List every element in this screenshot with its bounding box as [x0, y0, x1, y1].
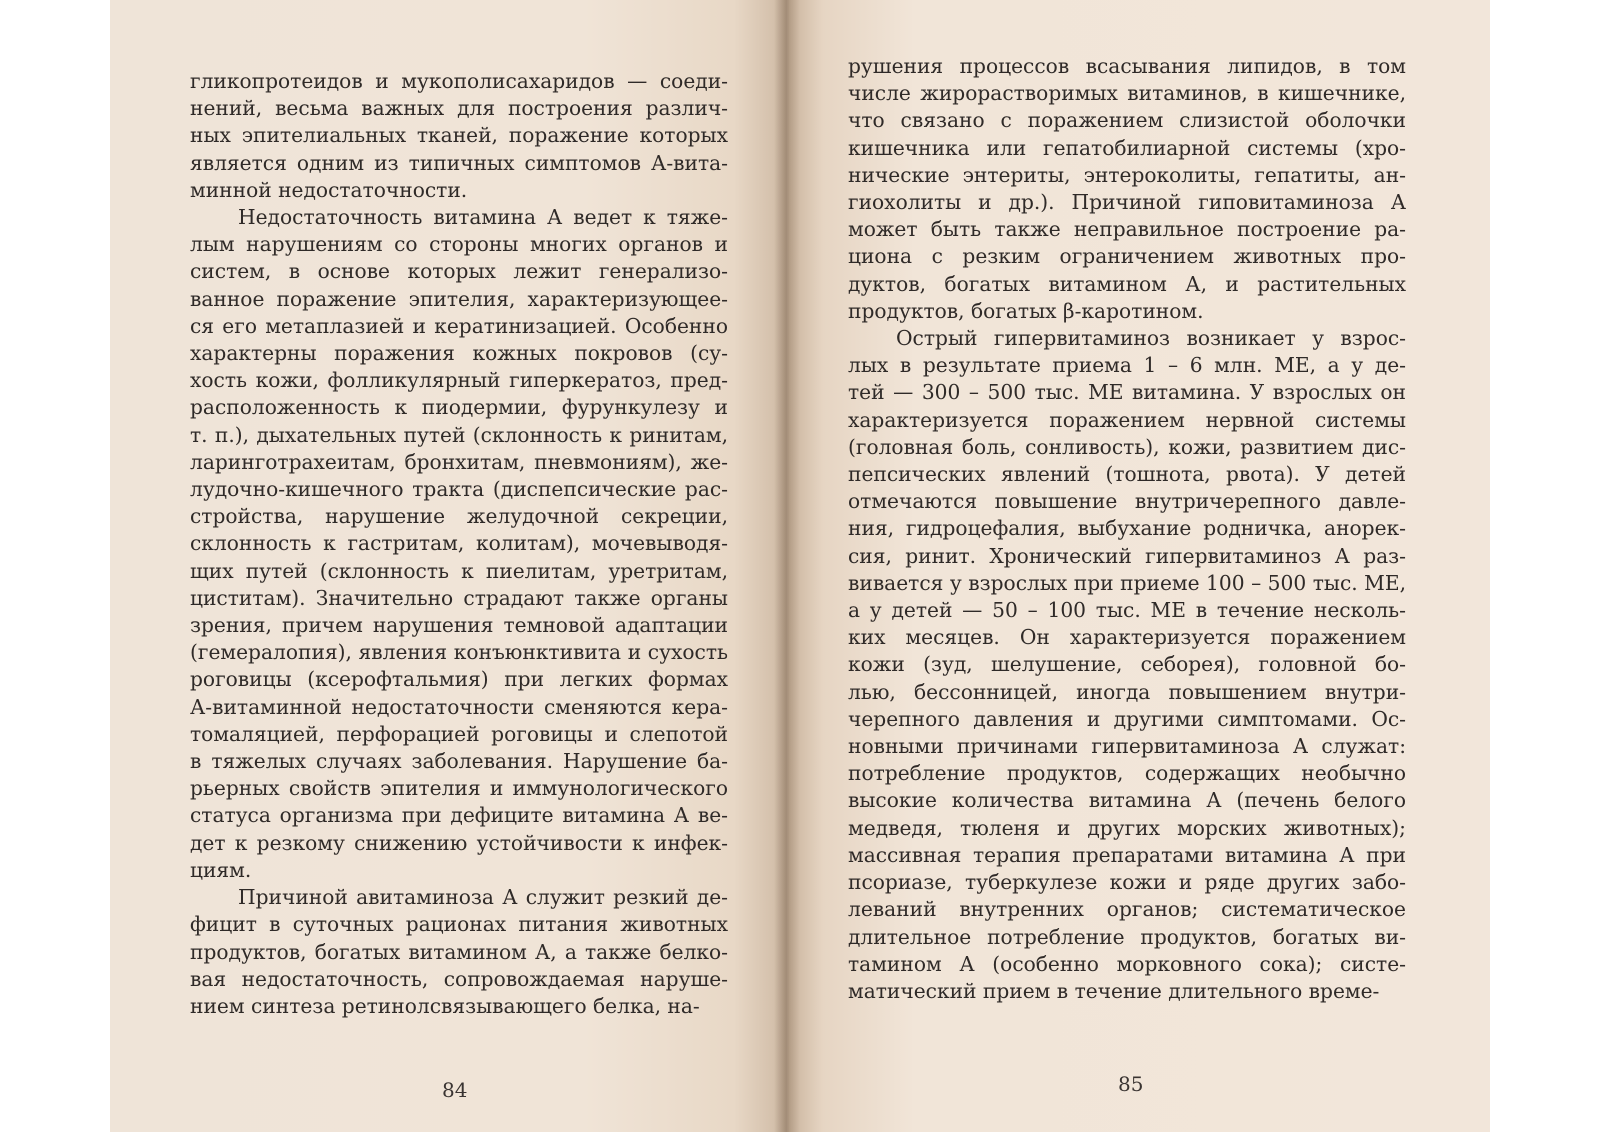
paragraph [848, 53, 1406, 325]
text-line: медведя, тюленя и других морских животных); [848, 815, 1406, 840]
right-page [788, 0, 1490, 1132]
text-line: в тяжелых случаях заболевания. Нарушение ба- [190, 749, 728, 774]
text-line: Острый гипервитаминоз возникает у взрос- [896, 326, 1406, 351]
text-line: гиохолиты и др.). Причиной гиповитаминоза А [848, 190, 1406, 215]
text-line: зрения, причем нарушения темновой адаптации [190, 613, 728, 638]
text-line: циям. [190, 857, 252, 882]
text-line: А-витаминной недостаточности сменяются кера- [190, 694, 728, 719]
text-line: лью, бессонницей, иногда повышением внутри- [848, 679, 1406, 704]
text-line: циститам). Значительно страдают также органы [190, 585, 728, 610]
text-line: отмечаются повышение внутричерепного давле- [848, 489, 1406, 514]
text-line: ларинготрахеитам, бронхитам, пневмониям), же- [190, 449, 728, 474]
book-gutter-shadow [774, 0, 800, 1132]
text-line: пепсических явлений (тошнота, рвота). У детей [848, 462, 1406, 487]
text-line: новными причинами гипервитаминоза А служат: [848, 734, 1406, 759]
text-line: рушения процессов всасывания липидов, в том [848, 54, 1406, 78]
paragraph [848, 325, 1406, 1005]
text-line: ных эпителиальных тканей, поражение которых [190, 123, 728, 148]
text-line: ния, гидроцефалия, выбухание родничка, анорек- [848, 516, 1406, 541]
text-line: вая недостаточность, сопровождаемая наруше- [190, 966, 728, 991]
text-line: псориазе, туберкулезе кожи и ряде других забо- [848, 870, 1406, 895]
text-line: ких месяцев. Он характеризуется поражением [848, 625, 1406, 650]
paragraph [190, 204, 728, 884]
text-line: вивается у взрослых при приеме 100 – 500 тыс. МЕ, [848, 570, 1406, 595]
text-line: нические энтериты, энтероколиты, гепатиты, ан- [848, 162, 1406, 187]
text-line: щих путей (склонность к пиелитам, уретритам, [190, 558, 728, 583]
text-line: высокие количества витамина А (печень белого [848, 788, 1406, 813]
text-line: является одним из типичных симптомов А-вита- [190, 150, 728, 175]
text-line: Причиной авитаминоза А служит резкий де- [238, 885, 728, 910]
text-line: Недостаточность витамина А ведет к тяже- [238, 205, 728, 230]
text-line: дет к резкому снижению устойчивости к инфек- [190, 830, 728, 855]
text-line: тамином А (особенно морковного сока); систе- [848, 951, 1406, 976]
left-page-number: 84 [442, 1078, 468, 1102]
text-line: может быть также неправильное построение ра- [848, 217, 1406, 242]
text-line: нием синтеза ретинолсвязывающего белка, на- [190, 993, 700, 1018]
text-line: дуктов, богатых витамином А, и растительных [848, 271, 1406, 296]
text-line: рьерных свойств эпителия и иммунологического [190, 776, 728, 801]
text-line: статуса организма при дефиците витамина А ве- [190, 803, 728, 828]
text-line: кожи (зуд, шелушение, себорея), головной бо- [848, 652, 1406, 677]
text-line: лых в результате приема 1 – 6 млн. МЕ, а у де- [848, 353, 1406, 378]
text-line: продуктов, богатых β-каротином. [848, 298, 1204, 323]
right-page-body [848, 53, 1406, 1005]
text-line: тей — 300 – 500 тыс. МЕ витамина. У взрослых он [848, 380, 1406, 405]
text-line: минной недостаточности. [190, 177, 468, 202]
text-line: что связано с поражением слизистой оболочки [848, 108, 1406, 133]
text-line: потребление продуктов, содержащих необычно [848, 761, 1406, 786]
text-line: циона с резким ограничением животных про- [848, 244, 1406, 269]
text-line: фицит в суточных рационах питания животных [190, 912, 728, 937]
left-page [110, 0, 788, 1132]
text-line: кишечника или гепатобилиарной системы (хро- [848, 135, 1406, 160]
text-line: хость кожи, фолликулярный гиперкератоз, пред- [190, 368, 728, 393]
text-line: склонность к гастритам, колитам), мочевыводя- [190, 531, 728, 556]
text-line: леваний внутренних органов; систематическое [848, 897, 1406, 922]
text-line: расположенность к пиодермии, фурункулезу и [190, 395, 728, 420]
text-line: числе жирорастворимых витаминов, в кишечнике, [848, 81, 1406, 106]
text-line: (головная боль, сонливость), кожи, развитием дис- [848, 434, 1406, 459]
text-line: ванное поражение эпителия, характеризующее- [190, 286, 728, 311]
text-line: ся его метаплазией и кератинизацией. Особенно [190, 313, 728, 338]
text-line: длительное потребление продуктов, богатых ви- [848, 924, 1406, 949]
text-line: роговицы (ксерофтальмия) при легких формах [190, 667, 728, 692]
text-line: характеризуется поражением нервной системы [848, 407, 1406, 432]
text-line: массивная терапия препаратами витамина А при [848, 842, 1406, 867]
text-line: сия, ринит. Хронический гипервитаминоз А раз- [848, 543, 1406, 568]
text-line: продуктов, богатых витамином А, а также белко- [190, 939, 728, 964]
text-line: систем, в основе которых лежит генерализо- [190, 259, 728, 284]
text-line: нений, весьма важных для построения различ- [190, 96, 728, 121]
text-line: гликопротеидов и мукополисахаридов — соеди- [190, 69, 728, 93]
book-spread-scan [110, 0, 1490, 1132]
text-line: характерны поражения кожных покровов (су- [190, 341, 728, 366]
paragraph [190, 68, 728, 204]
text-line: (гемералопия), явления конъюнктивита и сухость [190, 640, 728, 665]
text-line: черепного давления и другими симптомами. Ос- [848, 706, 1406, 731]
text-line: лудочно-кишечного тракта (диспепсические рас- [190, 477, 728, 502]
right-page-number: 85 [1118, 1072, 1144, 1096]
paragraph [190, 884, 728, 1020]
text-line: стройства, нарушение желудочной секреции, [190, 504, 728, 529]
text-line: лым нарушениям со стороны многих органов и [190, 232, 728, 257]
text-line: а у детей — 50 – 100 тыс. МЕ в течение несколь- [848, 598, 1406, 623]
text-line: матический прием в течение длительного време- [848, 978, 1380, 1003]
text-line: т. п.), дыхательных путей (склонность к ринитам, [190, 422, 728, 447]
text-line: томаляцией, перфорацией роговицы и слепотой [190, 721, 728, 746]
left-page-body [190, 68, 728, 1020]
